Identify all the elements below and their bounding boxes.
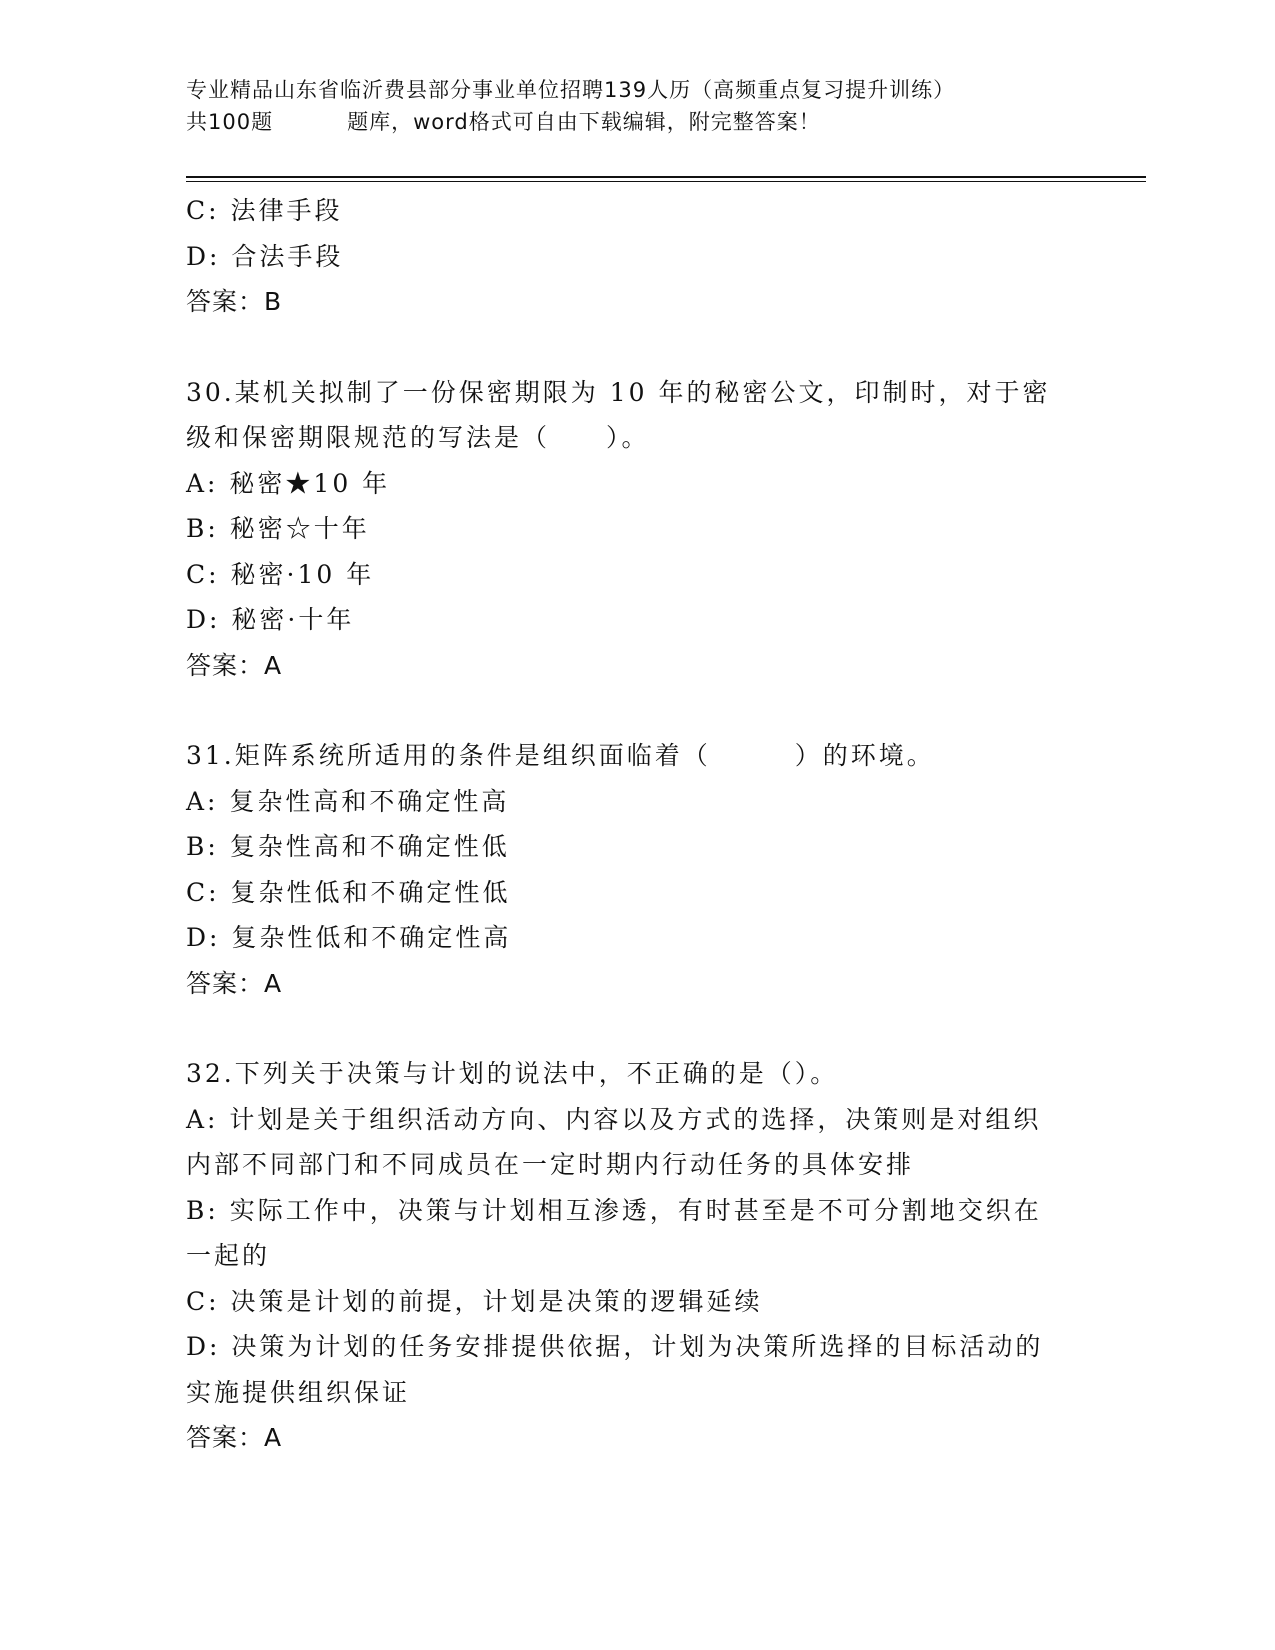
q30-text-line2: 级和保密期限规范的写法是（ ）。: [186, 423, 650, 452]
header-divider-thin: [186, 181, 1146, 182]
q32-option-b-line1: B: 实际工作中，决策与计划相互渗透，有时甚至是不可分割地交织在: [186, 1195, 1042, 1225]
prev-option-d: D: 合法手段: [186, 241, 344, 271]
header-subtitle: [186, 106, 1086, 138]
header-divider-thick: [186, 176, 1146, 178]
q32-option-d-line1: D: 决策为计划的任务安排提供依据，计划为决策所选择的目标活动的: [186, 1332, 1044, 1361]
prev-option-c: C: 法律手段: [186, 196, 343, 225]
q32-text: 32.下列关于决策与计划的说法中，不正确的是（）。: [186, 1059, 839, 1088]
q30-option-a: A: 秘密★10 年: [186, 468, 391, 498]
q31-text: 31.矩阵系统所适用的条件是组织面临着（ ）的环境。: [186, 741, 935, 770]
q30-option-b: B: 秘密☆十年: [186, 514, 370, 543]
q31-option-d: D: 复杂性低和不确定性高: [186, 923, 512, 952]
q30-text-line1: 30.某机关拟制了一份保密期限为 10 年的秘密公文，印制时，对于密: [186, 377, 1051, 407]
q32-option-d-line2: 实施提供组织保证: [186, 1377, 411, 1407]
page-header: [186, 74, 1086, 138]
q31-option-c: C: 复杂性低和不确定性低: [186, 877, 511, 907]
q30-option-c: C: 秘密·10 年: [186, 559, 375, 589]
prev-answer: 答案：B: [186, 287, 283, 316]
q32-option-a-line1: A: 计划是关于组织活动方向、内容以及方式的选择，决策则是对组织: [186, 1104, 1042, 1134]
q31-option-a: A: 复杂性高和不确定性高: [186, 786, 510, 816]
header-title: 专业精品山东省临沂费县部分事业单位招聘139人历（高频重点复习提升训练）: [186, 78, 956, 102]
q30-answer: 答案：A: [186, 650, 283, 680]
q32-answer: 答案：A: [186, 1423, 283, 1452]
q30-option-d: D: 秘密·十年: [186, 605, 355, 634]
q32-option-a-line2: 内部不同部门和不同成员在一定时期内行动任务的具体安排: [186, 1150, 915, 1179]
q31-answer: 答案：A: [186, 968, 283, 998]
q31-option-b: B: 复杂性高和不确定性低: [186, 832, 510, 861]
header-question-count: 共100题: [186, 110, 274, 134]
question-list: [186, 188, 1076, 1461]
header-description: 题库，word格式可自由下载编辑，附完整答案！: [347, 110, 821, 134]
q32-option-b-line2: 一起的: [186, 1241, 271, 1270]
q32-option-c: C: 决策是计划的前提，计划是决策的逻辑延续: [186, 1286, 763, 1316]
